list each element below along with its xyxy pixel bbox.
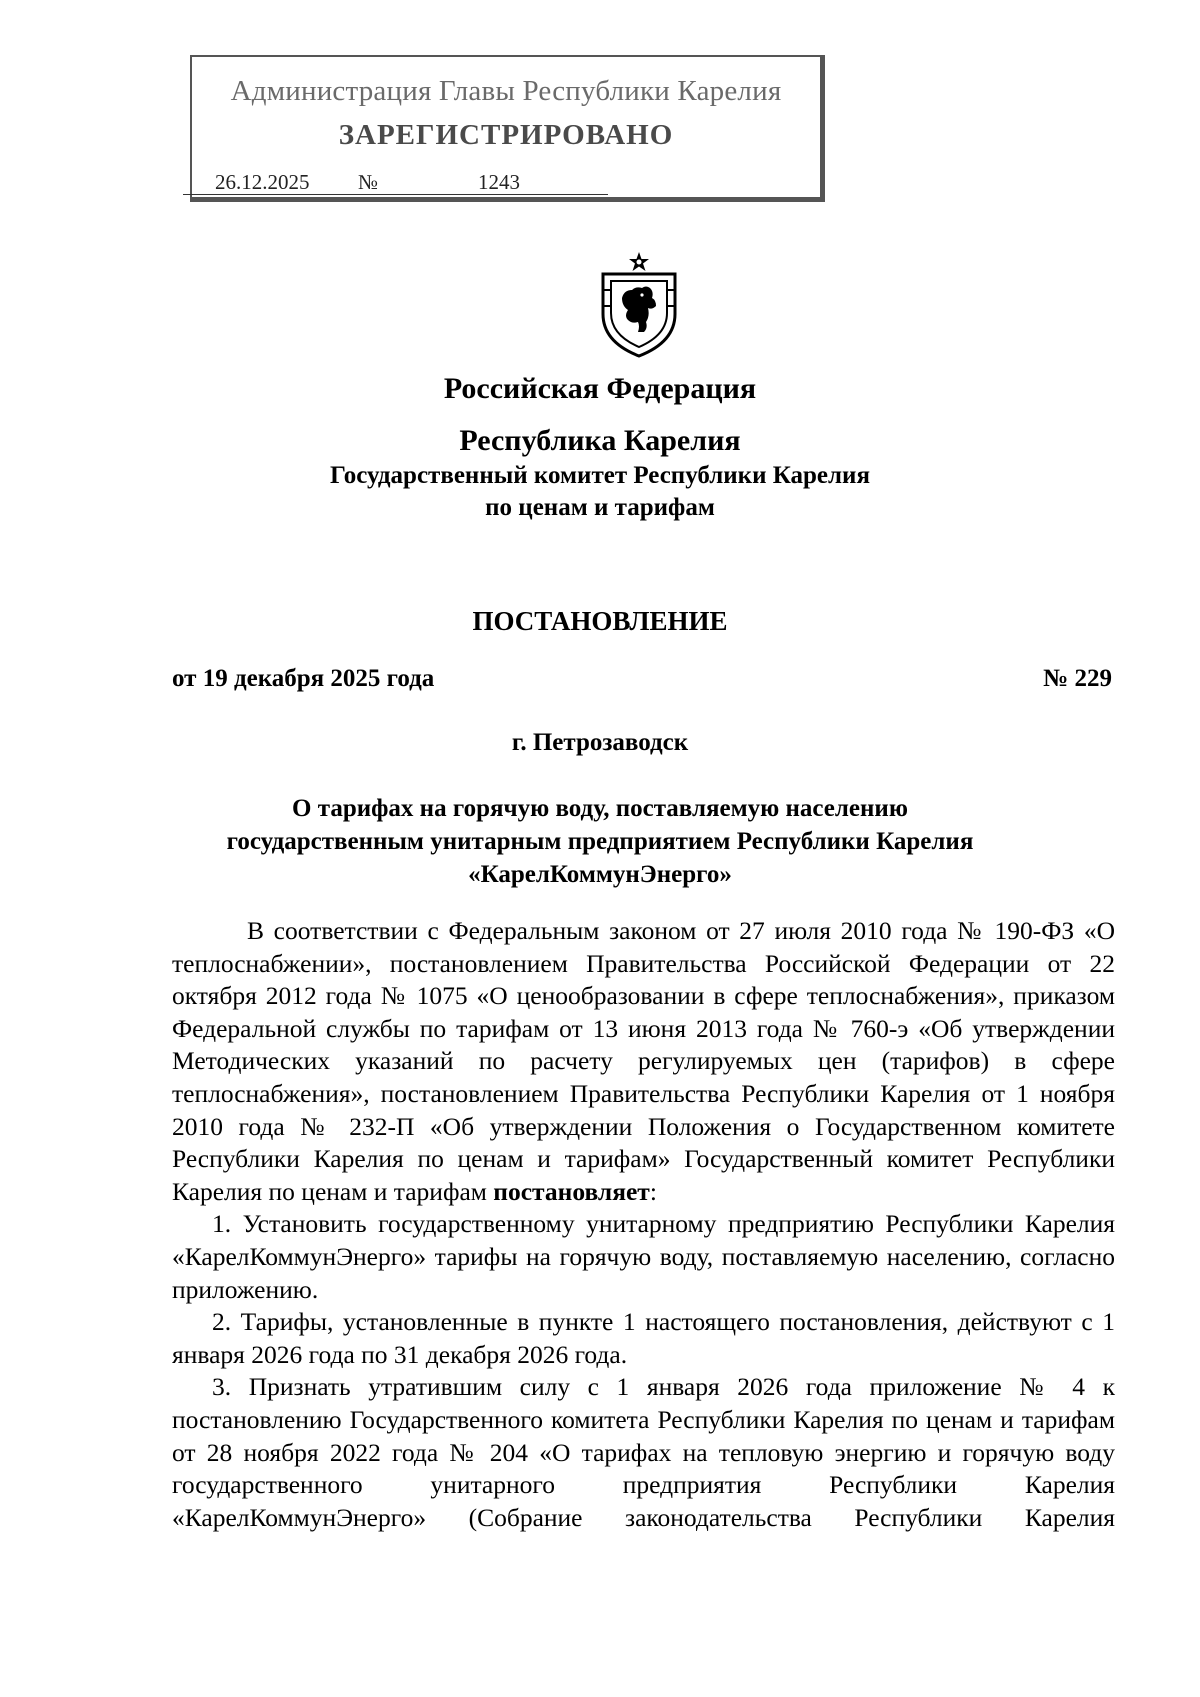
decree-title-line3: «КарелКоммунЭнерго»	[468, 861, 732, 888]
republic-heading: Республика Карелия	[459, 424, 741, 457]
country-heading: Российская Федерация	[443, 372, 757, 405]
document-type-heading: ПОСТАНОВЛЕНИЕ	[472, 606, 728, 636]
preamble-paragraph	[172, 915, 1115, 1208]
stamp-registration-number: 1243	[478, 170, 520, 194]
decree-body	[172, 915, 1115, 1534]
preamble-colon: :	[649, 1176, 657, 1206]
decree-title	[0, 792, 1200, 891]
karelia-coat-of-arms-icon	[598, 250, 680, 360]
point-1-paragraph: 1. Установить государственному унитарному предприятию Республики Карелия «КарелКоммунЭнерго» тарифы на горячую воду, поставляемую населению, согласно приложению.	[172, 1209, 1115, 1304]
committee-heading-line1: Государственный комитет Республики Карелия	[330, 462, 870, 489]
decree-number: № 229	[1043, 665, 1112, 692]
decree-title-line2: государственным унитарным предприятием Республики Карелия	[226, 828, 974, 855]
committee-heading-line2: по ценам и тарифам	[485, 494, 715, 521]
decree-title-line1: О тарифах на горячую воду, поставляемую населению	[292, 795, 908, 822]
decree-city: г. Петрозаводск	[511, 729, 689, 756]
decree-date: от 19 декабря 2025 года	[172, 665, 435, 692]
point-3-paragraph: 3. Признать утратившим силу с 1 января 2026 года приложение № 4 к постановлению Государственного комитета Республики Карелия по ценам и тарифам от 28 ноября 2022 года № 204 «О тарифах на тепловую энергию и горячую воду государственного унитарного предприятия Республики Карелия «КарелКоммунЭнерго» (Собрание законодательства Республики Карелия	[172, 1372, 1115, 1532]
preamble-text: В соответствии с Федеральным законом от 27 июля 2010 года № 190-ФЗ «О теплоснабжении», постановлением Правительства Российской Федерации от 22 октября 2012 года № 1075 «О ценообразовании в сфере теплоснабжения», приказом Федеральной службы по тарифам от 13 июня 2013 года № 760-э «Об утверждении Методических указаний по расчету регулируемых цен (тарифов) в сфере теплоснабжения», постановлением Правительства Республики Карелия от 1 ноября 2010 года № 232-П «Об утверждении Положения о Государственном комитете Республики Карелия по ценам и тарифам» Государственный комитет Республики Карелия по ценам и тарифам	[172, 916, 1115, 1206]
stamp-number-sign: №	[358, 170, 379, 194]
stamp-registration-date: 26.12.2025	[215, 170, 310, 194]
point-2-paragraph: 2. Тарифы, установленные в пункте 1 настоящего постановления, действуют с 1 января 2026 года по 31 декабря 2026 года.	[172, 1307, 1115, 1369]
stamp-administration-label: Администрация Главы Республики Карелия	[230, 75, 782, 107]
preamble-resolves-word: постановляет	[493, 1176, 650, 1206]
stamp-registered-label: ЗАРЕГИСТРИРОВАНО	[338, 119, 674, 151]
